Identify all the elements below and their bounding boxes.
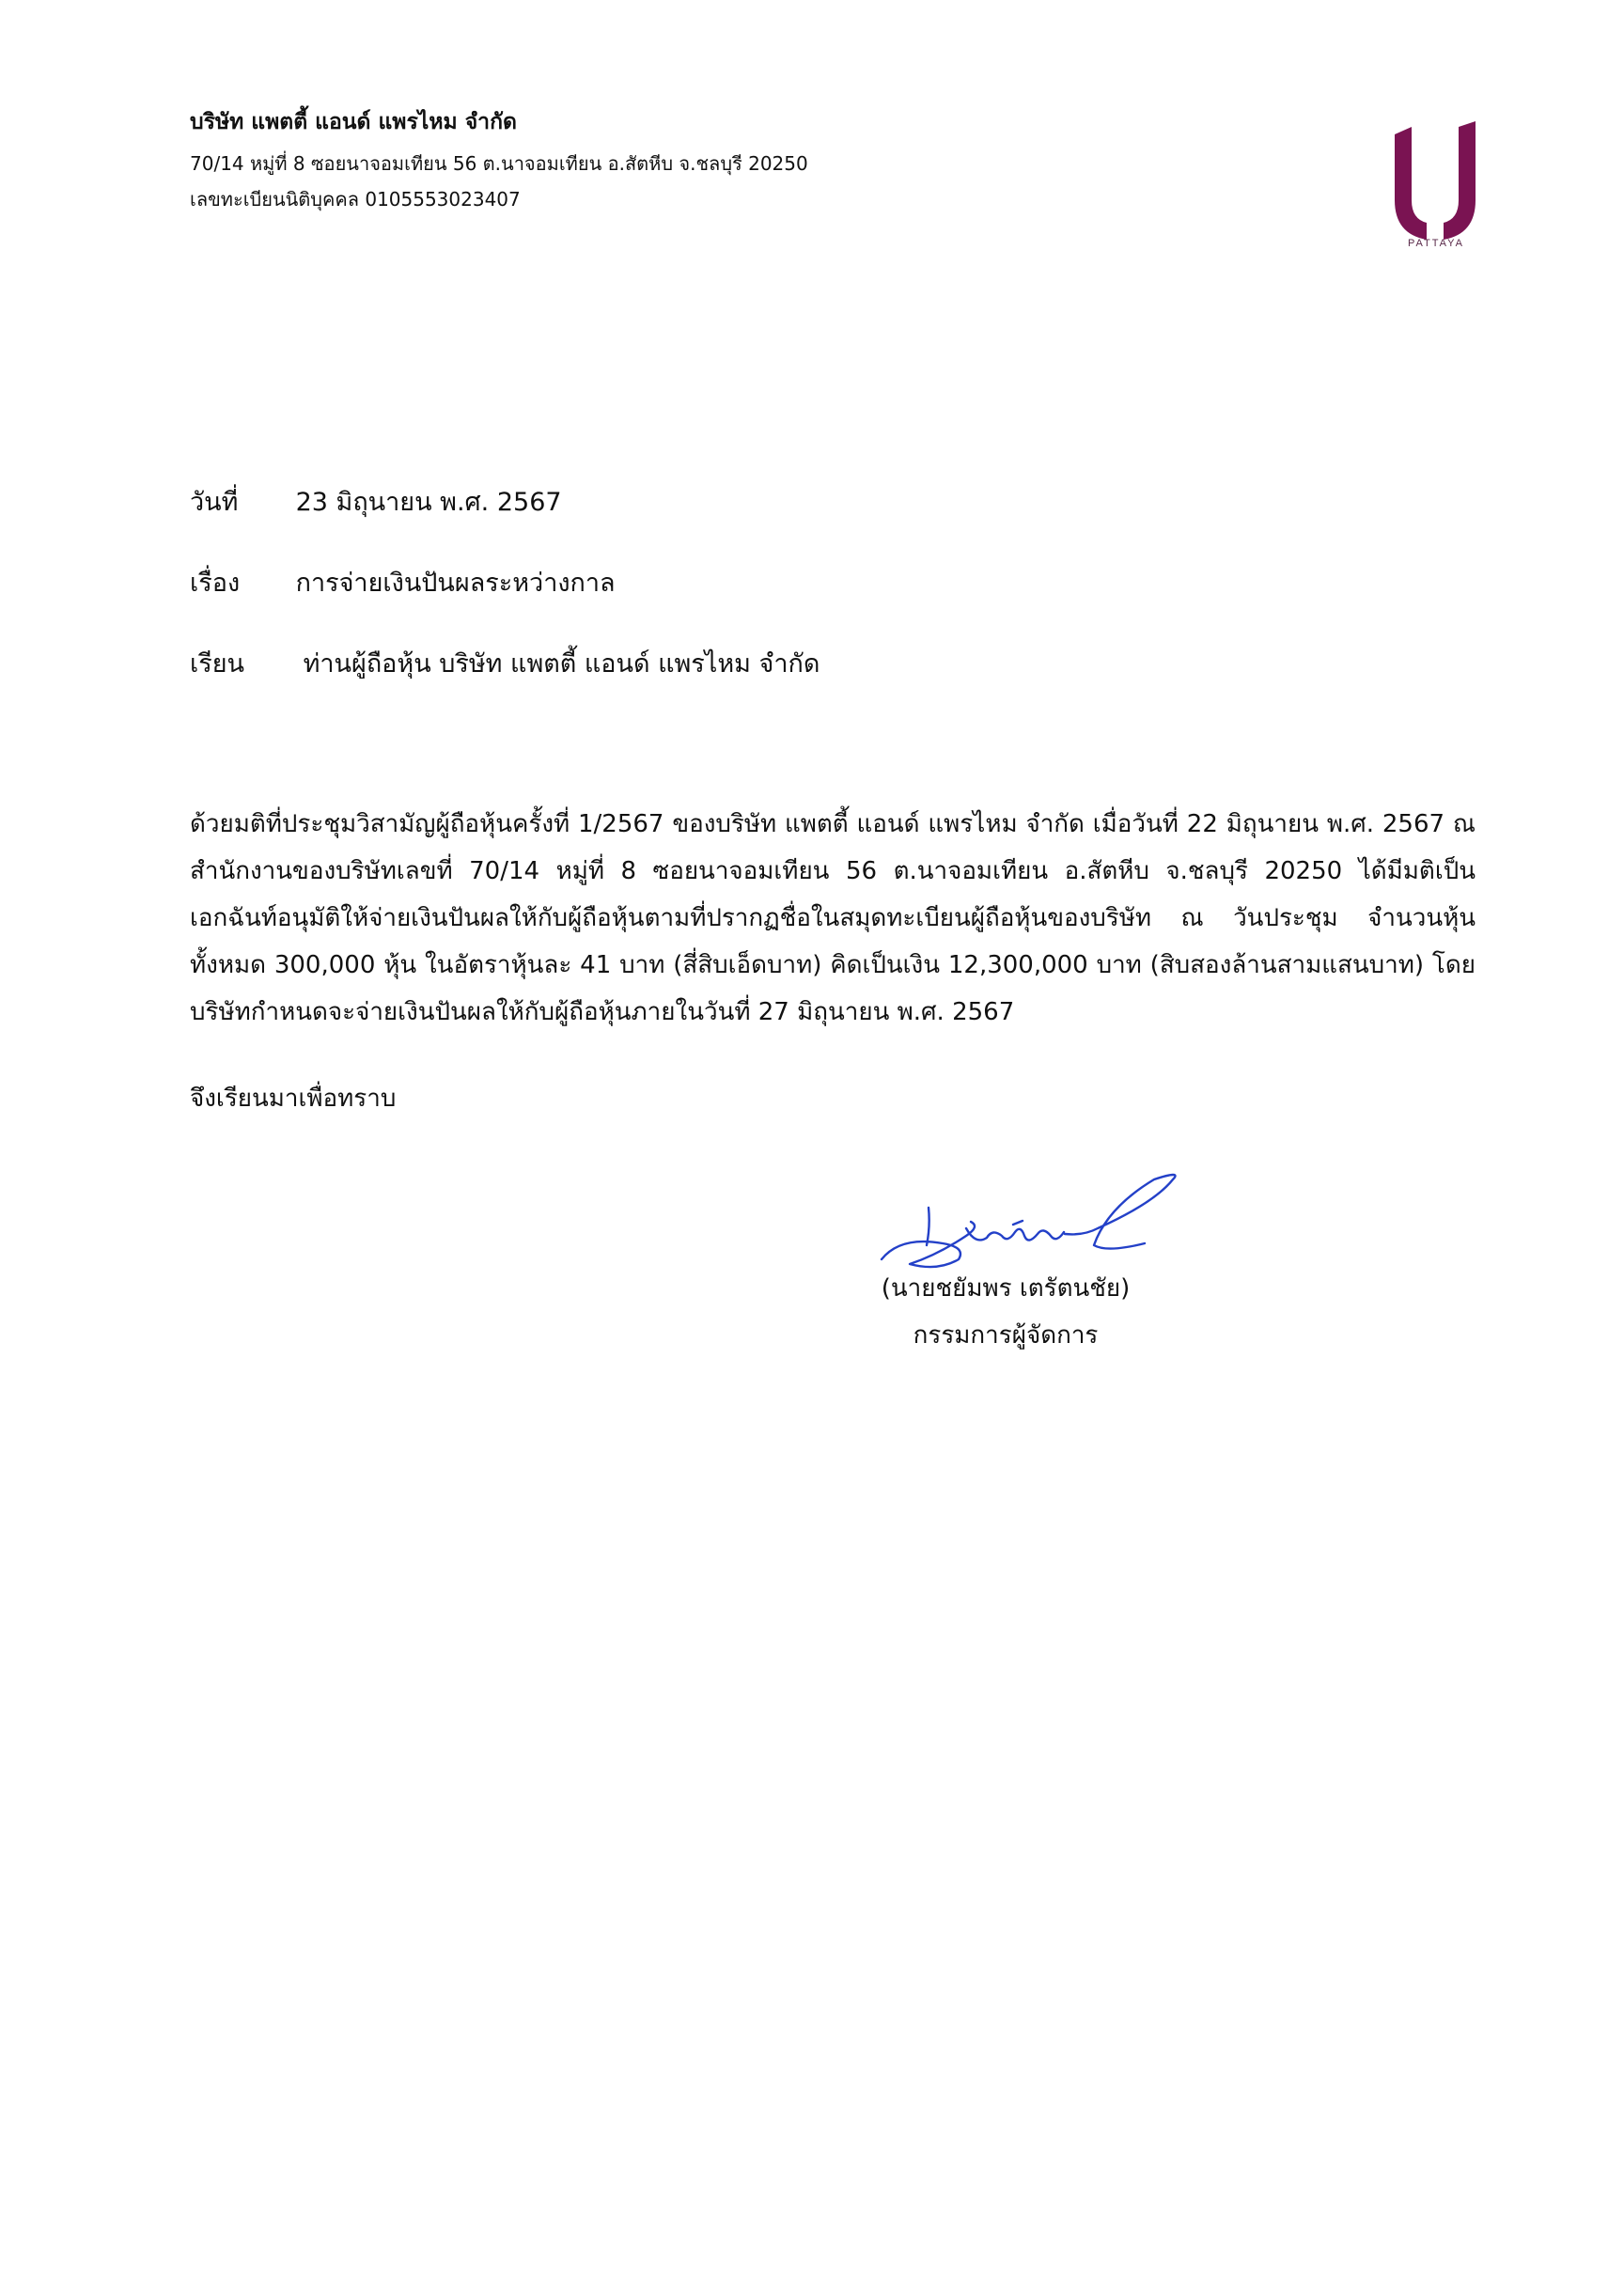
company-address: 70/14 หมู่ที่ 8 ซอยนาจอมเทียน 56 ต.นาจอมเทียน อ.สัตหีบ จ.ชลบุรี 20250	[190, 152, 808, 175]
signatory-title: กรรมการผู้จัดการ	[913, 1321, 1099, 1350]
date-value: 23 มิถุนายน พ.ศ. 2567	[295, 488, 562, 517]
recipient-value: ท่านผู้ถือหุ้น บริษัท แพตตี้ แอนด์ แพรไหม จำกัด	[303, 649, 820, 679]
date-label: วันที่	[190, 488, 239, 517]
recipient-label: เรียน	[190, 649, 245, 679]
u-pattaya-logo	[1391, 103, 1479, 254]
company-name: บริษัท แพตตี้ แอนด์ แพรไหม จำกัด	[190, 110, 517, 134]
closing-line: จึงเรียนมาเพื่อทราบ	[190, 1085, 397, 1113]
body-paragraph: ด้วยมติที่ประชุมวิสามัญผู้ถือหุ้นครั้งที่ 1/2567 ของบริษัท แพตตี้ แอนด์ แพรไหม จำกัด เมื่อวันที่ 22 มิถุนายน พ.ศ. 2567 ณ สำนักงานของบริษัทเลขที่ 70/14 หมู่ที่ 8 ซอยนาจอมเทียน 56 ต.นาจอมเทียน อ.สัตหีบ จ.ชลบุรี 20250 ได้มีมติเป็นเอกฉันท์อนุมัติให้จ่ายเงินปันผลให้กับผู้ถือหุ้นตามที่ปรากฏชื่อในสมุดทะเบียนผู้ถือหุ้นของบริษัท ณ วันประชุม จำนวนหุ้นทั้งหมด 300,000 หุ้น ในอัตราหุ้นละ 41 บาท (สี่สิบเอ็ดบาท) คิดเป็นเงิน 12,300,000 บาท (สิบสองล้านสามแสนบาท) โดยบริษัทกำหนดจะจ่ายเงินปันผลให้กับผู้ถือหุ้นภายในวันที่ 27 มิถุนายน พ.ศ. 2567	[190, 810, 1476, 1026]
logo-text: PATTAYA	[1407, 238, 1465, 249]
handwritten-signature	[872, 1170, 1192, 1283]
letter-body	[190, 801, 1476, 1036]
registration-number: เลขทะเบียนนิติบุคคล 0105553023407	[190, 188, 521, 211]
recipient-row	[190, 643, 820, 683]
signatory-name: (นายชยัมพร เตรัตนชัย)	[881, 1274, 1131, 1303]
date-row	[190, 481, 562, 522]
subject-label: เรื่อง	[190, 569, 241, 598]
letterhead	[190, 105, 1224, 222]
subject-row	[190, 562, 616, 602]
subject-value: การจ่ายเงินปันผลระหว่างกาล	[295, 569, 616, 598]
